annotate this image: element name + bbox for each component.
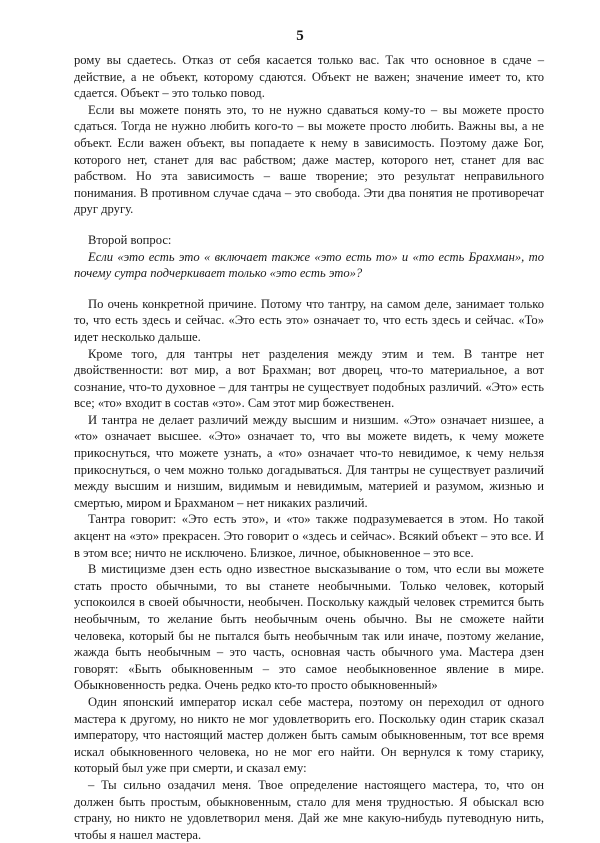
paragraph: Один японский император искал себе мастера, поэтому он переходил от одного мастера к другому, но никто не мог удовлетворить его. Поскольку один старик сказал императору, что настоящий мастер должен быть самым обыкновенным, тот все время искал обыкновенного человека, но не мог его найти. Он вернулся к тому старику, который был уже при смерти, и сказал ему: bbox=[74, 694, 544, 776]
paragraph: В мистицизме дзен есть одно известное высказывание о том, что если вы можете стать просто обычными, то вы станете необычными. Только человек, который успокоился в своей обычности, необычен. Поскольку каждый человек стремится быть необычным, то желание быть необычным очень обычно. Вы не сможете найти человека, который бы не пытался быть необычным так или иначе, поэтому желание, жажда быть необычным – это часть, основная часть обычного ума. Мастера дзен говорят: «Быть обыкновенным – это самое необыкновенное явление в мире. Обыкновенность редка. Очень редко кто-то просто обыкновенный» bbox=[74, 562, 544, 693]
page-number: 5 bbox=[296, 28, 304, 44]
paragraph: рому вы сдаетесь. Отказ от себя касается только вас. Так что основное в сдаче – действие, а не объект, которому сдаются. Объект не важен; значение имеет то, кто сдается. Объект – это только повод. bbox=[74, 53, 544, 101]
paragraph: Тантра говорит: «Это есть это», и «то» также подразумевается в этом. Но такой акцент на «это» прекрасен. Это говорит о «здесь и сейчас». Всякий объект – это все. И в этом все; ничто не исключено. Близкое, личное, обыкновенное – это все. bbox=[74, 512, 544, 560]
page-body bbox=[74, 52, 544, 843]
paragraph: И тантра не делает различий между высшим и низшим. «Это» означает низшее, а «то» означает высшее. «Это» означает то, что вы можете видеть, к чему можете прикоснуться, что можете узнать, а «то» означает что-то невидимое, к чему нельзя прикоснуться, о чем можно только догадываться. Для тантры не существует различий между высшим и низшим, видимым и невидимым, материей и разумом, жизнью и смертью, миром и Брахманом – нет никаких различий. bbox=[74, 412, 544, 510]
paragraph: Если вы можете понять это, то не нужно сдаваться кому-то – вы можете просто сдаться. Тогда не нужно любить кого-то – вы можете просто любить. Важны вы, а не объект. Если важен объект, вы попадаете к нему в зависимость. Поэтому даже Бог, которого нет, станет для вас рабством; даже мастер, которого нет, станет для вас рабством. Но эта зависимость – ваше творение; это результат неправильного понимания. В противном случае сдача – это свобода. Эти два понятия не противоречат друг другу. bbox=[74, 102, 544, 217]
paragraph: По очень конкретной причине. Потому что тантру, на самом деле, занимает только то, что есть здесь и сейчас. «Это есть это» означает то, что есть здесь и сейчас. «То» идет несколько дальше. bbox=[74, 296, 544, 344]
question-text: Если «это есть это « включает также «это есть то» и «то есть Брахман», то почему сутра подчеркивает только «это есть это»? bbox=[74, 249, 544, 281]
paragraph: – Ты сильно озадачил меня. Твое определение настоящего мастера, то, что он должен быть простым, обыкновенным, стало для меня трудностью. Я обыскал всю страну, но никто не удовлетворил меня. Дай же мне какую-нибудь путеводную нить, чтобы я нашел мастера. bbox=[74, 777, 544, 842]
paragraph: Кроме того, для тантры нет разделения между этим и тем. В тантре нет двойственности: вот мир, а вот Брахман; вот дворец, что-то материальное, а вот сознание, что-то духовное – для тантры не существует подобных различий. «Это» есть все; «то» входит в состав «это». Сам этот мир божественен. bbox=[74, 346, 544, 411]
question-label: Второй вопрос: bbox=[88, 232, 172, 247]
